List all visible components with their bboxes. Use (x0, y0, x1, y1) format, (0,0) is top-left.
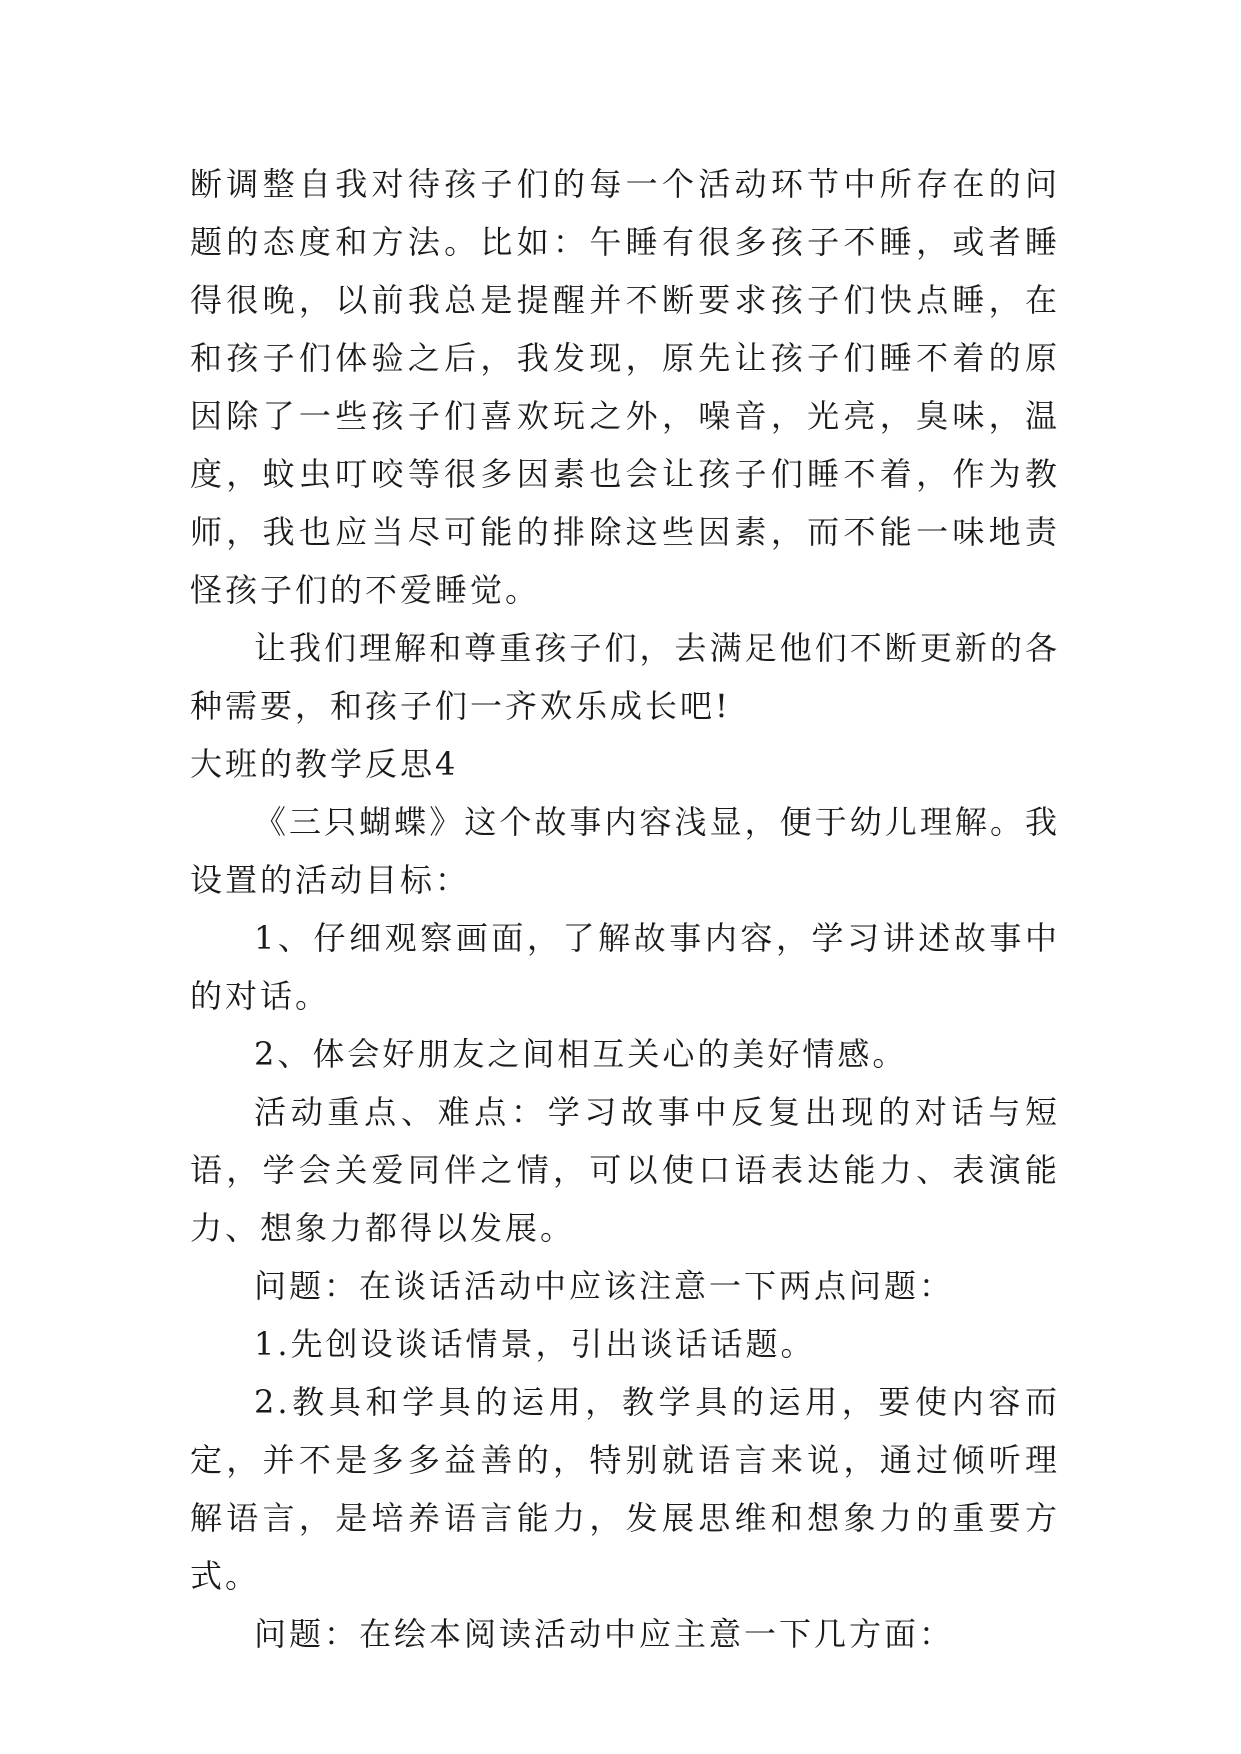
paragraph: 1、仔细观察画面，了解故事内容，学习讲述故事中的对话。 (190, 919, 1060, 1015)
document-body (190, 155, 1060, 1663)
section-heading: 大班的教学反思4 (190, 745, 459, 783)
paragraph: 问题：在绘本阅读活动中应主意一下几方面： (254, 1615, 955, 1653)
paragraph: 问题：在谈话活动中应该注意一下两点问题： (254, 1267, 955, 1305)
paragraph: 《三只蝴蝶》这个故事内容浅显，便于幼儿理解。我设置的活动目标： (190, 803, 1060, 899)
paragraph: 1.先创设谈话情景，引出谈话话题。 (254, 1325, 816, 1363)
paragraph: 2、体会好朋友之间相互关心的美好情感。 (254, 1035, 908, 1073)
paragraph: 让我们理解和尊重孩子们，去满足他们不断更新的各种需要，和孩子们一齐欢乐成长吧! (190, 629, 1060, 725)
paragraph: 2.教具和学具的运用，教学具的运用，要使内容而定，并不是多多益善的，特别就语言来说，通过倾听理解语言，是培养语言能力，发展思维和想象力的重要方式。 (190, 1383, 1060, 1595)
paragraph-continuation: 断调整自我对待孩子们的每一个活动环节中所存在的问题的态度和方法。比如：午睡有很多孩子不睡，或者睡得很晚，以前我总是提醒并不断要求孩子们快点睡，在和孩子们体验之后，我发现，原先让孩子们睡不着的原因除了一些孩子们喜欢玩之外，噪音，光亮，臭味，温度，蚊虫叮咬等很多因素也会让孩子们睡不着，作为教师，我也应当尽可能的排除这些因素，而不能一味地责怪孩子们的不爱睡觉。 (190, 165, 1060, 609)
paragraph: 活动重点、难点：学习故事中反复出现的对话与短语，学会关爱同伴之情，可以使口语表达能力、表演能力、想象力都得以发展。 (190, 1093, 1060, 1247)
